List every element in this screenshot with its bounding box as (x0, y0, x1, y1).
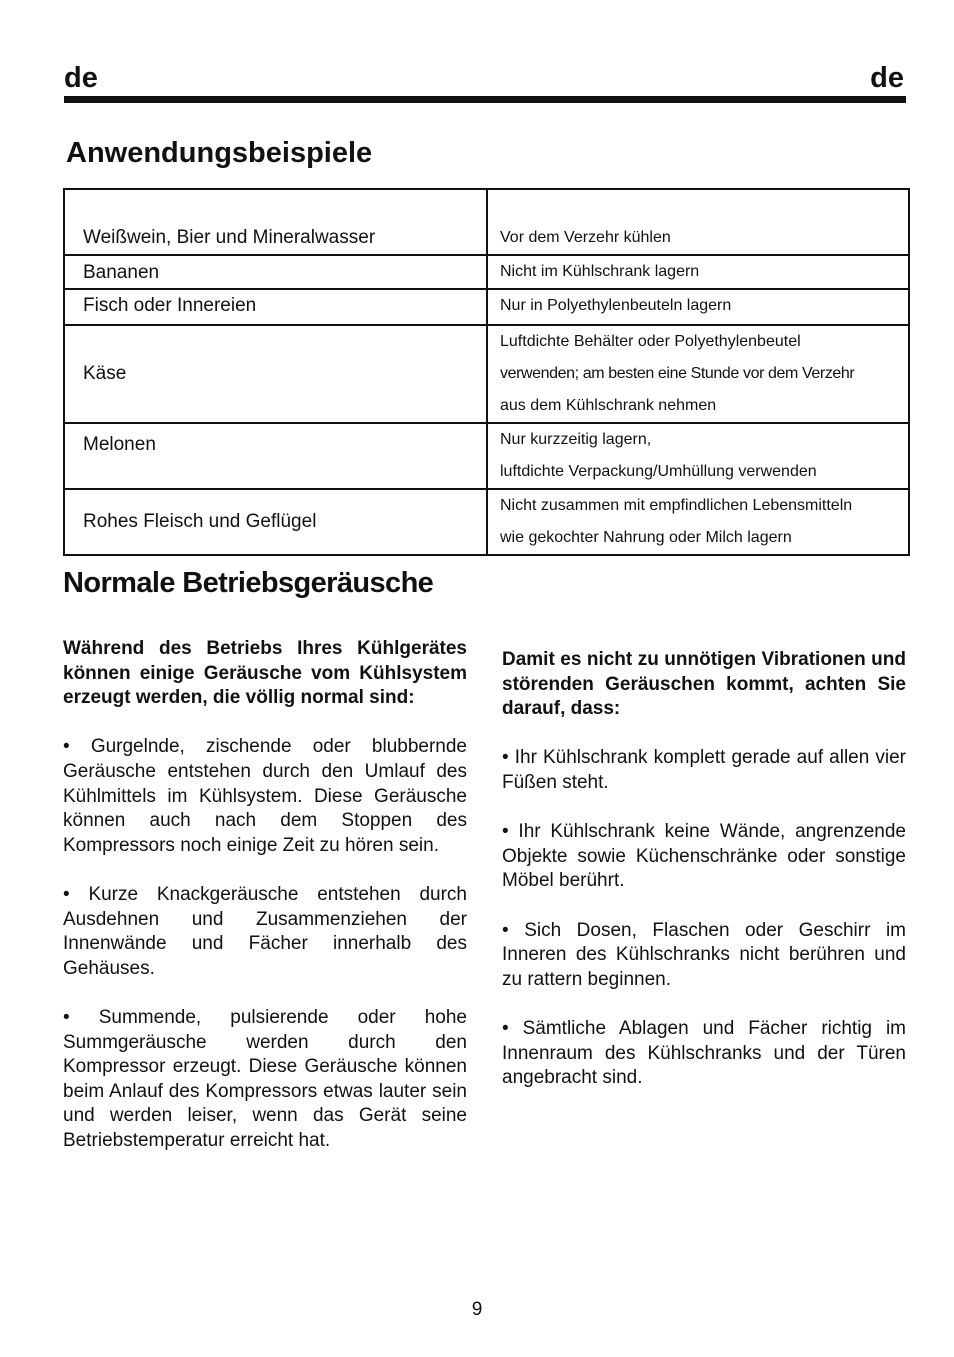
note-line: Vor dem Verzehr kühlen (500, 229, 671, 246)
note-line: luftdichte Verpackung/Umhüllung verwenden (500, 463, 817, 480)
section-title-noises: Normale Betriebsgeräusche (63, 567, 434, 599)
note-line: verwenden; am besten eine Stunde vor dem Verzehr (500, 365, 855, 382)
item-label: Käse (83, 363, 127, 384)
header-language-right: de (870, 62, 904, 94)
usage-table (63, 188, 910, 556)
intro-paragraph: Während des Betriebs Ihres Kühlgerätes können einige Geräusche vom Kühlsystem erzeugt werden, die völlig normal sind: (63, 638, 467, 709)
item-label: Weißwein, Bier und Mineralwasser (83, 227, 376, 248)
section-title-usage: Anwendungsbeispiele (66, 137, 373, 169)
item-label: Bananen (83, 262, 160, 283)
table-row (64, 189, 909, 255)
table-cell-note (487, 423, 909, 489)
noises-column-left (63, 637, 467, 1178)
intro-paragraph: Damit es nicht zu unnötigen Vibrationen und störenden Geräuschen kommt, achten Sie darauf, dass: (502, 649, 906, 720)
table-row (64, 289, 909, 325)
note-line: Nicht zusammen mit empfindlichen Lebensmitteln (500, 497, 853, 514)
table-row (64, 325, 909, 423)
note-line: wie gekochter Nahrung oder Milch lagern (500, 529, 792, 546)
item-label: Fisch oder Innereien (83, 295, 257, 316)
note-line: Nur in Polyethylenbeuteln lagern (500, 297, 732, 314)
page-number: 9 (471, 1299, 483, 1320)
note-line: aus dem Kühlschrank nehmen (500, 397, 717, 414)
table-cell-item (64, 255, 487, 289)
table-cell-item (64, 325, 487, 423)
table-cell-item (64, 289, 487, 325)
table-cell-note (487, 189, 909, 255)
header-rule (64, 96, 906, 103)
table-cell-note (487, 255, 909, 289)
note-line: Nur kurzzeitig lagern, (500, 431, 652, 448)
bullet-paragraph: • Summende, pulsierende oder hohe Summgeräusche werden durch den Kompressor erzeugt. Diese Geräusche können beim Anlauf des Kompressors etwas lauter sein und werden leiser, wenn das Gerät seine Betriebstemperatur erreicht hat. (63, 1006, 467, 1151)
table-cell-note (487, 325, 909, 423)
table-row (64, 489, 909, 555)
bullet-paragraph: • Sich Dosen, Flaschen oder Geschirr im Inneren des Kühlschranks nicht berühren und zu rattern beginnen. (502, 919, 906, 990)
bullet-paragraph: • Ihr Kühlschrank keine Wände, angrenzende Objekte sowie Küchenschränke oder sonstige Möbel berührt. (502, 821, 906, 892)
noises-column-right (502, 648, 906, 1115)
bullet-paragraph: • Gurgelnde, zischende oder blubbernde Geräusche entstehen durch den Umlauf des Kühlmittels im Kühlsystem. Diese Geräusche können auch nach dem Stoppen des Kompressors noch einige Zeit zu hören sein. (63, 736, 467, 856)
table-cell-note (487, 489, 909, 555)
note-line: Nicht im Kühlschrank lagern (500, 263, 700, 280)
table-cell-item (64, 423, 487, 489)
bullet-paragraph: • Kurze Knackgeräusche entstehen durch Ausdehnen und Zusammenziehen der Innenwände und Fächer innerhalb des Gehäuses. (63, 883, 467, 979)
bullet-paragraph: • Sämtliche Ablagen und Fächer richtig im Innenraum des Kühlschranks und der Türen angebracht sind. (502, 1017, 906, 1089)
table-cell-item (64, 189, 487, 255)
note-line: Luftdichte Behälter oder Polyethylenbeutel (500, 333, 801, 350)
table-cell-note (487, 289, 909, 325)
table-cell-item (64, 489, 487, 555)
header-language-left: de (64, 62, 98, 94)
table-row (64, 423, 909, 489)
table-row (64, 255, 909, 289)
bullet-paragraph: • Ihr Kühlschrank komplett gerade auf allen vier Füßen steht. (502, 747, 906, 793)
item-label: Melonen (83, 434, 156, 455)
item-label: Rohes Fleisch und Geflügel (83, 511, 317, 532)
